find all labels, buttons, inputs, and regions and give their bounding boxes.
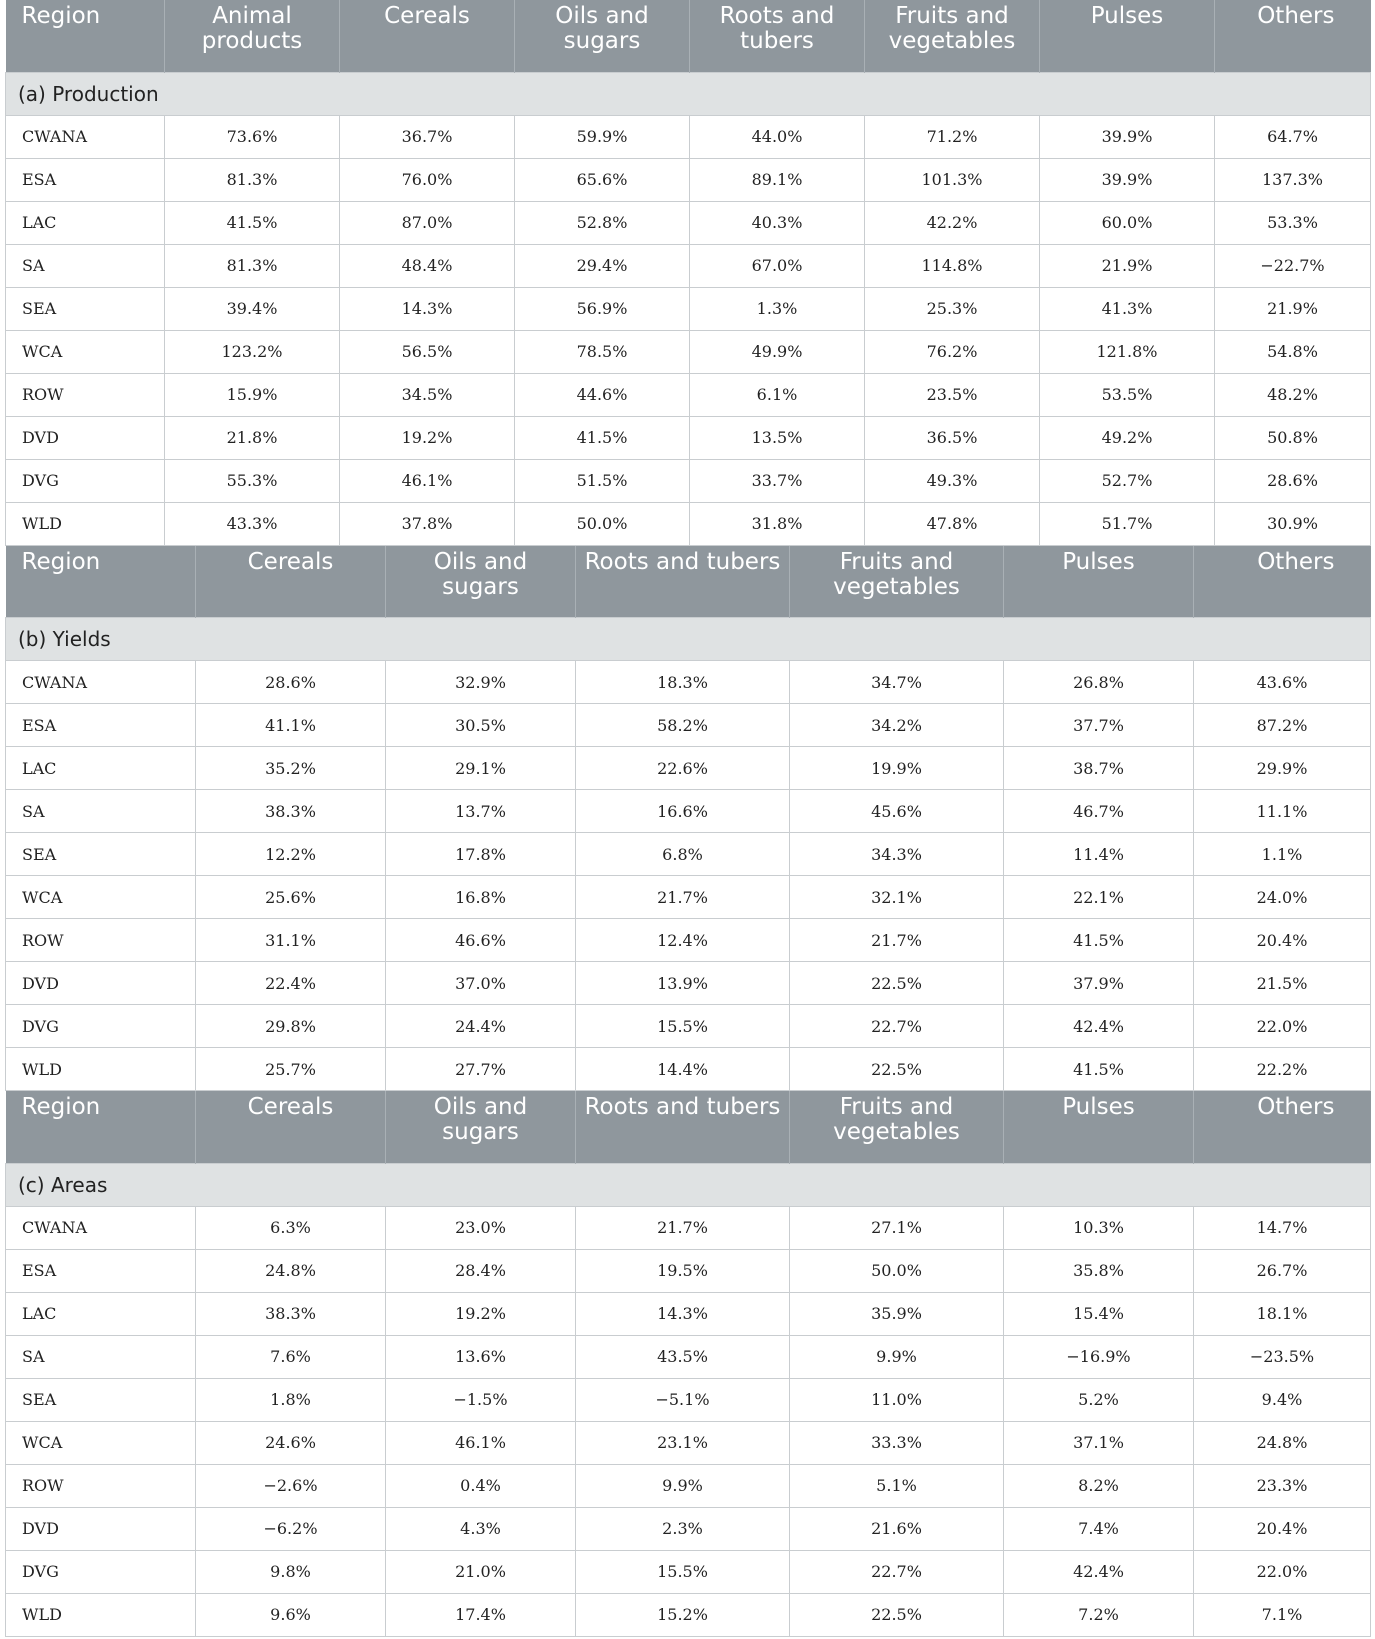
value-cell: 36.5%: [865, 416, 1040, 459]
value-cell: 9.6%: [196, 1593, 386, 1636]
table-row: [6, 704, 1371, 747]
value-cell: 19.2%: [386, 1292, 576, 1335]
value-cell: 28.4%: [386, 1249, 576, 1292]
value-cell: 39.9%: [1040, 158, 1215, 201]
value-cell: −22.7%: [1215, 244, 1371, 287]
region-cell: ROW: [6, 919, 196, 962]
value-cell: 21.6%: [790, 1507, 1004, 1550]
value-cell: 34.3%: [790, 833, 1004, 876]
value-cell: 14.3%: [340, 287, 515, 330]
value-cell: 4.3%: [386, 1507, 576, 1550]
value-cell: 39.9%: [1040, 115, 1215, 158]
table-row: [6, 1464, 1371, 1507]
region-cell: WCA: [6, 330, 165, 373]
value-cell: 19.5%: [576, 1249, 790, 1292]
value-cell: 21.7%: [790, 919, 1004, 962]
value-cell: 76.0%: [340, 158, 515, 201]
value-cell: −16.9%: [1004, 1335, 1194, 1378]
value-cell: 21.7%: [576, 876, 790, 919]
region-cell: SEA: [6, 287, 165, 330]
column-header: Region: [6, 0, 165, 72]
value-cell: 65.6%: [515, 158, 690, 201]
table-row: [6, 876, 1371, 919]
region-cell: DVD: [6, 1507, 196, 1550]
value-cell: 8.2%: [1004, 1464, 1194, 1507]
region-cell: SA: [6, 790, 196, 833]
value-cell: 32.9%: [386, 661, 576, 704]
value-cell: 50.8%: [1215, 416, 1371, 459]
areas-header-row: [6, 1091, 1371, 1163]
column-header: Fruits and vegetables: [790, 546, 1004, 618]
value-cell: 1.8%: [196, 1378, 386, 1421]
value-cell: 25.3%: [865, 287, 1040, 330]
value-cell: 87.0%: [340, 201, 515, 244]
value-cell: 7.2%: [1004, 1593, 1194, 1636]
section-label: (a) Production: [6, 72, 1371, 115]
value-cell: 60.0%: [1040, 201, 1215, 244]
region-cell: ESA: [6, 704, 196, 747]
region-cell: SEA: [6, 833, 196, 876]
value-cell: 19.2%: [340, 416, 515, 459]
value-cell: 37.7%: [1004, 704, 1194, 747]
value-cell: 137.3%: [1215, 158, 1371, 201]
column-header: Cereals: [340, 0, 515, 72]
value-cell: 21.9%: [1040, 244, 1215, 287]
value-cell: 67.0%: [690, 244, 865, 287]
value-cell: 15.2%: [576, 1593, 790, 1636]
value-cell: 81.3%: [165, 244, 340, 287]
value-cell: 16.8%: [386, 876, 576, 919]
table-row: [6, 1550, 1371, 1593]
value-cell: 9.8%: [196, 1550, 386, 1593]
column-header: Fruits and vegetables: [865, 0, 1040, 72]
value-cell: 51.7%: [1040, 502, 1215, 545]
value-cell: 64.7%: [1215, 115, 1371, 158]
value-cell: 56.5%: [340, 330, 515, 373]
value-cell: 41.3%: [1040, 287, 1215, 330]
value-cell: 1.3%: [690, 287, 865, 330]
value-cell: 48.2%: [1215, 373, 1371, 416]
value-cell: 46.1%: [386, 1421, 576, 1464]
column-header: Pulses: [1004, 1091, 1194, 1163]
value-cell: −23.5%: [1194, 1335, 1371, 1378]
value-cell: 7.6%: [196, 1335, 386, 1378]
value-cell: 44.0%: [690, 115, 865, 158]
value-cell: 23.1%: [576, 1421, 790, 1464]
production-table: [5, 0, 1371, 546]
value-cell: 37.0%: [386, 962, 576, 1005]
value-cell: −1.5%: [386, 1378, 576, 1421]
region-cell: DVD: [6, 416, 165, 459]
value-cell: 12.2%: [196, 833, 386, 876]
value-cell: 56.9%: [515, 287, 690, 330]
value-cell: 37.8%: [340, 502, 515, 545]
value-cell: 49.3%: [865, 459, 1040, 502]
value-cell: 41.5%: [1004, 919, 1194, 962]
value-cell: 6.3%: [196, 1206, 386, 1249]
value-cell: 26.8%: [1004, 661, 1194, 704]
value-cell: 24.8%: [1194, 1421, 1371, 1464]
value-cell: 40.3%: [690, 201, 865, 244]
column-header: Cereals: [196, 546, 386, 618]
value-cell: 53.5%: [1040, 373, 1215, 416]
value-cell: 13.6%: [386, 1335, 576, 1378]
value-cell: 14.7%: [1194, 1206, 1371, 1249]
column-header: Pulses: [1040, 0, 1215, 72]
value-cell: 44.6%: [515, 373, 690, 416]
table-row: [6, 747, 1371, 790]
value-cell: 36.7%: [340, 115, 515, 158]
value-cell: 15.5%: [576, 1005, 790, 1048]
value-cell: 18.1%: [1194, 1292, 1371, 1335]
value-cell: 55.3%: [165, 459, 340, 502]
table-row: [6, 502, 1371, 545]
value-cell: 46.1%: [340, 459, 515, 502]
region-cell: SEA: [6, 1378, 196, 1421]
value-cell: 22.2%: [1194, 1048, 1371, 1091]
value-cell: 20.4%: [1194, 919, 1371, 962]
value-cell: 47.8%: [865, 502, 1040, 545]
table-row: [6, 287, 1371, 330]
value-cell: 33.3%: [790, 1421, 1004, 1464]
value-cell: 42.2%: [865, 201, 1040, 244]
value-cell: 5.2%: [1004, 1378, 1194, 1421]
region-cell: WLD: [6, 1048, 196, 1091]
value-cell: 21.9%: [1215, 287, 1371, 330]
value-cell: 51.5%: [515, 459, 690, 502]
value-cell: 41.5%: [165, 201, 340, 244]
value-cell: 19.9%: [790, 747, 1004, 790]
value-cell: 21.0%: [386, 1550, 576, 1593]
column-header: Oils and sugars: [515, 0, 690, 72]
value-cell: 5.1%: [790, 1464, 1004, 1507]
value-cell: 15.5%: [576, 1550, 790, 1593]
value-cell: 46.7%: [1004, 790, 1194, 833]
value-cell: 121.8%: [1040, 330, 1215, 373]
table-row: [6, 201, 1371, 244]
section-label: (c) Areas: [6, 1163, 1371, 1206]
value-cell: 22.1%: [1004, 876, 1194, 919]
table-row: [6, 416, 1371, 459]
value-cell: 16.6%: [576, 790, 790, 833]
value-cell: 22.7%: [790, 1005, 1004, 1048]
value-cell: 23.0%: [386, 1206, 576, 1249]
value-cell: 41.5%: [515, 416, 690, 459]
value-cell: 17.4%: [386, 1593, 576, 1636]
value-cell: 13.9%: [576, 962, 790, 1005]
value-cell: 18.3%: [576, 661, 790, 704]
value-cell: 22.7%: [790, 1550, 1004, 1593]
value-cell: 29.8%: [196, 1005, 386, 1048]
value-cell: 49.2%: [1040, 416, 1215, 459]
value-cell: 22.4%: [196, 962, 386, 1005]
value-cell: 14.4%: [576, 1048, 790, 1091]
column-header: Others: [1194, 1091, 1371, 1163]
value-cell: 38.3%: [196, 1292, 386, 1335]
value-cell: 22.6%: [576, 747, 790, 790]
column-header: Oils and sugars: [386, 546, 576, 618]
value-cell: 27.7%: [386, 1048, 576, 1091]
value-cell: 25.7%: [196, 1048, 386, 1091]
table-row: [6, 1249, 1371, 1292]
value-cell: 41.1%: [196, 704, 386, 747]
value-cell: 28.6%: [1215, 459, 1371, 502]
value-cell: 43.5%: [576, 1335, 790, 1378]
value-cell: 76.2%: [865, 330, 1040, 373]
value-cell: 34.5%: [340, 373, 515, 416]
region-cell: ESA: [6, 158, 165, 201]
column-header: Oils and sugars: [386, 1091, 576, 1163]
table-row: [6, 790, 1371, 833]
table-row: [6, 661, 1371, 704]
table-row: [6, 1507, 1371, 1550]
value-cell: 39.4%: [165, 287, 340, 330]
value-cell: 22.0%: [1194, 1550, 1371, 1593]
value-cell: 13.7%: [386, 790, 576, 833]
value-cell: 21.7%: [576, 1206, 790, 1249]
value-cell: 50.0%: [515, 502, 690, 545]
value-cell: 87.2%: [1194, 704, 1371, 747]
value-cell: 46.6%: [386, 919, 576, 962]
value-cell: 101.3%: [865, 158, 1040, 201]
value-cell: 32.1%: [790, 876, 1004, 919]
table-row: [6, 1292, 1371, 1335]
table-row: [6, 373, 1371, 416]
production-header-row: [6, 0, 1371, 72]
value-cell: 22.5%: [790, 962, 1004, 1005]
column-header: Cereals: [196, 1091, 386, 1163]
value-cell: 11.4%: [1004, 833, 1194, 876]
value-cell: 11.0%: [790, 1378, 1004, 1421]
value-cell: 30.9%: [1215, 502, 1371, 545]
value-cell: 35.2%: [196, 747, 386, 790]
column-header: Roots and tubers: [576, 1091, 790, 1163]
column-header: Others: [1215, 0, 1371, 72]
value-cell: 25.6%: [196, 876, 386, 919]
column-header: Others: [1194, 546, 1371, 618]
value-cell: 22.5%: [790, 1048, 1004, 1091]
value-cell: 35.9%: [790, 1292, 1004, 1335]
value-cell: 9.4%: [1194, 1378, 1371, 1421]
value-cell: 29.1%: [386, 747, 576, 790]
value-cell: 34.7%: [790, 661, 1004, 704]
region-cell: LAC: [6, 201, 165, 244]
table-row: [6, 1206, 1371, 1249]
value-cell: 15.9%: [165, 373, 340, 416]
value-cell: 21.8%: [165, 416, 340, 459]
value-cell: 6.1%: [690, 373, 865, 416]
column-header: Region: [6, 1091, 196, 1163]
value-cell: 114.8%: [865, 244, 1040, 287]
value-cell: 52.8%: [515, 201, 690, 244]
region-cell: DVG: [6, 459, 165, 502]
value-cell: 89.1%: [690, 158, 865, 201]
value-cell: 34.2%: [790, 704, 1004, 747]
section-label: (b) Yields: [6, 618, 1371, 661]
value-cell: 38.3%: [196, 790, 386, 833]
value-cell: 71.2%: [865, 115, 1040, 158]
region-cell: ESA: [6, 1249, 196, 1292]
value-cell: 28.6%: [196, 661, 386, 704]
region-cell: WLD: [6, 1593, 196, 1636]
value-cell: 24.0%: [1194, 876, 1371, 919]
value-cell: 24.4%: [386, 1005, 576, 1048]
value-cell: 33.7%: [690, 459, 865, 502]
value-cell: 21.5%: [1194, 962, 1371, 1005]
region-cell: WCA: [6, 1421, 196, 1464]
value-cell: 35.8%: [1004, 1249, 1194, 1292]
region-cell: WLD: [6, 502, 165, 545]
value-cell: 78.5%: [515, 330, 690, 373]
table-row: [6, 1593, 1371, 1636]
value-cell: 10.3%: [1004, 1206, 1194, 1249]
region-cell: DVG: [6, 1005, 196, 1048]
table-row: [6, 962, 1371, 1005]
value-cell: 13.5%: [690, 416, 865, 459]
value-cell: 9.9%: [576, 1464, 790, 1507]
value-cell: 20.4%: [1194, 1507, 1371, 1550]
value-cell: 0.4%: [386, 1464, 576, 1507]
value-cell: 38.7%: [1004, 747, 1194, 790]
value-cell: 17.8%: [386, 833, 576, 876]
value-cell: 37.1%: [1004, 1421, 1194, 1464]
value-cell: 48.4%: [340, 244, 515, 287]
value-cell: 29.4%: [515, 244, 690, 287]
region-cell: SA: [6, 1335, 196, 1378]
column-header: Region: [6, 546, 196, 618]
yields-table: [5, 546, 1371, 1092]
value-cell: 2.3%: [576, 1507, 790, 1550]
areas-table: [5, 1091, 1371, 1637]
table-row: [6, 1005, 1371, 1048]
value-cell: 31.1%: [196, 919, 386, 962]
table-row: [6, 158, 1371, 201]
value-cell: 37.9%: [1004, 962, 1194, 1005]
value-cell: 30.5%: [386, 704, 576, 747]
column-header: Fruits and vegetables: [790, 1091, 1004, 1163]
region-cell: ROW: [6, 1464, 196, 1507]
value-cell: 7.1%: [1194, 1593, 1371, 1636]
table-row: [6, 1335, 1371, 1378]
region-cell: DVD: [6, 962, 196, 1005]
value-cell: 54.8%: [1215, 330, 1371, 373]
value-cell: 31.8%: [690, 502, 865, 545]
value-cell: 49.9%: [690, 330, 865, 373]
value-cell: −6.2%: [196, 1507, 386, 1550]
value-cell: 24.8%: [196, 1249, 386, 1292]
value-cell: 73.6%: [165, 115, 340, 158]
value-cell: 81.3%: [165, 158, 340, 201]
value-cell: −2.6%: [196, 1464, 386, 1507]
value-cell: 42.4%: [1004, 1550, 1194, 1593]
value-cell: −5.1%: [576, 1378, 790, 1421]
value-cell: 23.3%: [1194, 1464, 1371, 1507]
column-header: Roots and tubers: [576, 546, 790, 618]
value-cell: 24.6%: [196, 1421, 386, 1464]
table-row: [6, 115, 1371, 158]
table-row: [6, 244, 1371, 287]
value-cell: 52.7%: [1040, 459, 1215, 502]
region-cell: CWANA: [6, 115, 165, 158]
value-cell: 50.0%: [790, 1249, 1004, 1292]
table-row: [6, 1421, 1371, 1464]
value-cell: 43.3%: [165, 502, 340, 545]
region-cell: ROW: [6, 373, 165, 416]
table-row: [6, 919, 1371, 962]
value-cell: 1.1%: [1194, 833, 1371, 876]
value-cell: 22.5%: [790, 1593, 1004, 1636]
value-cell: 14.3%: [576, 1292, 790, 1335]
column-header: Pulses: [1004, 546, 1194, 618]
value-cell: 42.4%: [1004, 1005, 1194, 1048]
region-cell: DVG: [6, 1550, 196, 1593]
value-cell: 29.9%: [1194, 747, 1371, 790]
value-cell: 6.8%: [576, 833, 790, 876]
region-cell: CWANA: [6, 661, 196, 704]
table-row: [6, 1048, 1371, 1091]
value-cell: 23.5%: [865, 373, 1040, 416]
region-cell: SA: [6, 244, 165, 287]
region-cell: LAC: [6, 747, 196, 790]
results-table: [5, 0, 1370, 1637]
table-row: [6, 459, 1371, 502]
table-row: [6, 833, 1371, 876]
value-cell: 15.4%: [1004, 1292, 1194, 1335]
value-cell: 45.6%: [790, 790, 1004, 833]
column-header: Roots and tubers: [690, 0, 865, 72]
yields-header-row: [6, 546, 1371, 618]
value-cell: 12.4%: [576, 919, 790, 962]
region-cell: WCA: [6, 876, 196, 919]
value-cell: 53.3%: [1215, 201, 1371, 244]
value-cell: 7.4%: [1004, 1507, 1194, 1550]
region-cell: LAC: [6, 1292, 196, 1335]
table-row: [6, 1378, 1371, 1421]
table-row: [6, 330, 1371, 373]
column-header: Animal products: [165, 0, 340, 72]
value-cell: 41.5%: [1004, 1048, 1194, 1091]
value-cell: 43.6%: [1194, 661, 1371, 704]
region-cell: CWANA: [6, 1206, 196, 1249]
value-cell: 11.1%: [1194, 790, 1371, 833]
value-cell: 59.9%: [515, 115, 690, 158]
value-cell: 27.1%: [790, 1206, 1004, 1249]
value-cell: 58.2%: [576, 704, 790, 747]
value-cell: 123.2%: [165, 330, 340, 373]
value-cell: 26.7%: [1194, 1249, 1371, 1292]
value-cell: 9.9%: [790, 1335, 1004, 1378]
value-cell: 22.0%: [1194, 1005, 1371, 1048]
